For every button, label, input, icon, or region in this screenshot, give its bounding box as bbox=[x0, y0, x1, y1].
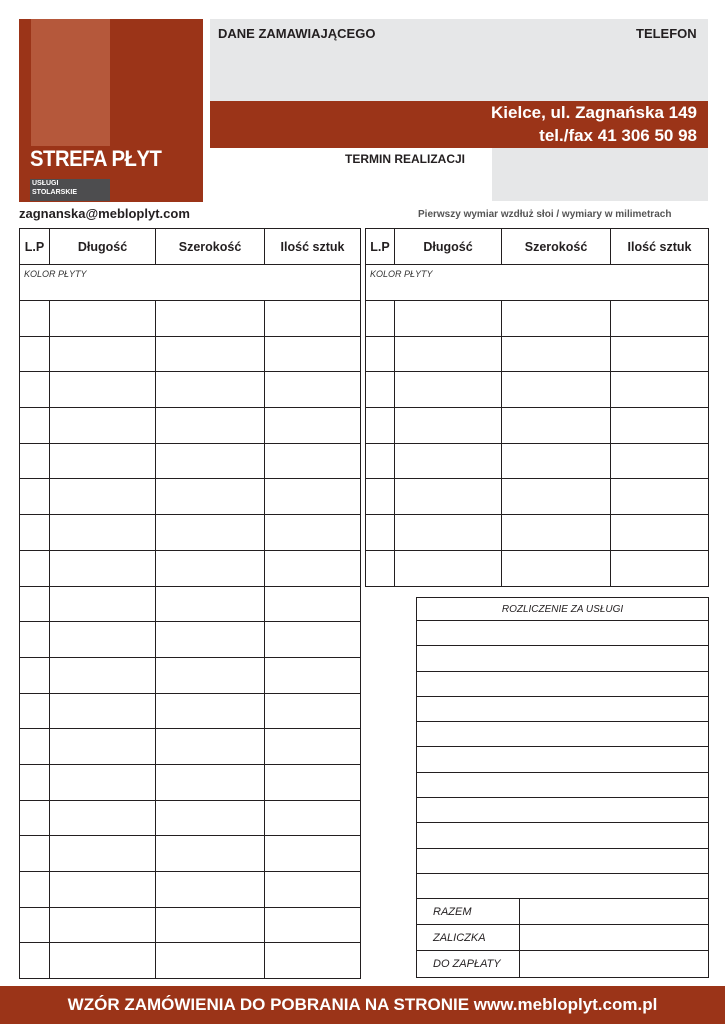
settlement-row bbox=[417, 696, 709, 721]
width-cell[interactable] bbox=[502, 515, 611, 551]
total-label: RAZEM bbox=[417, 899, 520, 925]
table-row bbox=[20, 907, 361, 943]
settlement-entry-field[interactable] bbox=[417, 823, 709, 848]
width-cell[interactable] bbox=[156, 836, 265, 872]
dimensions-note: Pierwszy wymiar wzdłuż słoi / wymiary w milimetrach bbox=[418, 209, 672, 220]
table-row bbox=[20, 372, 361, 408]
settlement-row bbox=[417, 823, 709, 848]
quantity-cell[interactable] bbox=[265, 836, 361, 872]
settlement-row bbox=[417, 747, 709, 772]
order-rows-left bbox=[20, 301, 361, 979]
length-cell[interactable] bbox=[395, 408, 502, 444]
lp-cell[interactable] bbox=[366, 479, 395, 515]
lp-cell[interactable] bbox=[20, 586, 50, 622]
width-cell[interactable] bbox=[156, 907, 265, 943]
settlement-deposit-row bbox=[417, 925, 709, 951]
width-cell[interactable] bbox=[502, 301, 611, 337]
table-row bbox=[20, 657, 361, 693]
width-cell[interactable] bbox=[156, 729, 265, 765]
settlement-row bbox=[417, 772, 709, 797]
quantity-cell[interactable] bbox=[265, 800, 361, 836]
quantity-cell[interactable] bbox=[265, 943, 361, 979]
table-header-row bbox=[366, 229, 709, 265]
settlement-entry-field[interactable] bbox=[417, 671, 709, 696]
length-cell[interactable] bbox=[50, 550, 156, 586]
settlement-total-row bbox=[417, 899, 709, 925]
length-cell[interactable] bbox=[50, 515, 156, 551]
width-cell[interactable] bbox=[156, 408, 265, 444]
orderer-label: DANE ZAMAWIAJĄCEGO bbox=[218, 26, 376, 41]
lp-cell[interactable] bbox=[20, 657, 50, 693]
table-row bbox=[366, 372, 709, 408]
quantity-cell[interactable] bbox=[265, 657, 361, 693]
settlement-entry-field[interactable] bbox=[417, 848, 709, 873]
settlement-entry-field[interactable] bbox=[417, 798, 709, 823]
width-cell[interactable] bbox=[156, 943, 265, 979]
table-row bbox=[20, 622, 361, 658]
length-cell[interactable] bbox=[50, 586, 156, 622]
length-cell[interactable] bbox=[395, 336, 502, 372]
lp-cell[interactable] bbox=[366, 550, 395, 586]
order-table-left bbox=[19, 228, 361, 979]
settlement-row bbox=[417, 671, 709, 696]
quantity-cell[interactable] bbox=[265, 550, 361, 586]
width-cell[interactable] bbox=[156, 872, 265, 908]
length-cell[interactable] bbox=[50, 764, 156, 800]
table-row bbox=[20, 764, 361, 800]
settlement-entry-field[interactable] bbox=[417, 621, 709, 646]
quantity-cell[interactable] bbox=[265, 764, 361, 800]
quantity-cell[interactable] bbox=[265, 872, 361, 908]
table-row bbox=[20, 408, 361, 444]
length-cell[interactable] bbox=[50, 907, 156, 943]
settlement-entry-field[interactable] bbox=[417, 646, 709, 671]
quantity-cell[interactable] bbox=[611, 515, 709, 551]
length-cell[interactable] bbox=[50, 836, 156, 872]
term-label: TERMIN REALIZACJI bbox=[345, 152, 465, 166]
width-cell[interactable] bbox=[502, 443, 611, 479]
table-row bbox=[366, 515, 709, 551]
table-row bbox=[20, 586, 361, 622]
width-cell[interactable] bbox=[502, 479, 611, 515]
lp-cell[interactable] bbox=[366, 515, 395, 551]
length-cell[interactable] bbox=[50, 443, 156, 479]
quantity-cell[interactable] bbox=[611, 372, 709, 408]
column-header-width: Szerokość bbox=[156, 229, 265, 265]
table-row bbox=[366, 408, 709, 444]
lp-cell[interactable] bbox=[20, 515, 50, 551]
lp-cell[interactable] bbox=[20, 764, 50, 800]
quantity-cell[interactable] bbox=[265, 586, 361, 622]
lp-cell[interactable] bbox=[366, 408, 395, 444]
length-cell[interactable] bbox=[395, 301, 502, 337]
logo-tagline-line1: USŁUGI bbox=[32, 180, 59, 187]
settlement-entry-field[interactable] bbox=[417, 722, 709, 747]
settlement-row bbox=[417, 646, 709, 671]
width-cell[interactable] bbox=[156, 800, 265, 836]
deposit-label: ZALICZKA bbox=[417, 925, 520, 951]
table-row bbox=[366, 550, 709, 586]
table-row bbox=[20, 729, 361, 765]
width-cell[interactable] bbox=[156, 479, 265, 515]
table-row bbox=[20, 515, 361, 551]
address-line: Kielce, ul. Zagnańska 149 bbox=[491, 103, 697, 122]
settlement-title-row bbox=[417, 598, 709, 621]
length-cell[interactable] bbox=[50, 301, 156, 337]
footer-banner: WZÓR ZAMÓWIENIA DO POBRANIA NA STRONIE www.mebloplyt.com.pl bbox=[0, 986, 725, 1024]
total-field[interactable] bbox=[520, 899, 709, 925]
lp-cell[interactable] bbox=[20, 836, 50, 872]
lp-cell[interactable] bbox=[20, 800, 50, 836]
column-header-quantity: Ilość sztuk bbox=[611, 229, 709, 265]
lp-cell[interactable] bbox=[366, 443, 395, 479]
lp-cell[interactable] bbox=[366, 372, 395, 408]
quantity-cell[interactable] bbox=[611, 301, 709, 337]
order-table-right bbox=[365, 228, 709, 587]
quantity-cell[interactable] bbox=[265, 729, 361, 765]
table-row bbox=[20, 550, 361, 586]
board-color-row bbox=[366, 265, 709, 301]
table-row bbox=[20, 301, 361, 337]
lp-cell[interactable] bbox=[20, 622, 50, 658]
table-row bbox=[20, 943, 361, 979]
width-cell[interactable] bbox=[156, 657, 265, 693]
length-cell[interactable] bbox=[50, 657, 156, 693]
order-rows-right bbox=[366, 301, 709, 587]
phone-label: TELEFON bbox=[636, 26, 697, 41]
width-cell[interactable] bbox=[156, 336, 265, 372]
column-header-lp: L.P bbox=[366, 229, 395, 265]
email-address: zagnanska@mebloplyt.com bbox=[19, 206, 190, 221]
length-cell[interactable] bbox=[50, 800, 156, 836]
lp-cell[interactable] bbox=[20, 693, 50, 729]
width-cell[interactable] bbox=[502, 336, 611, 372]
width-cell[interactable] bbox=[502, 408, 611, 444]
quantity-cell[interactable] bbox=[265, 372, 361, 408]
table-header-row bbox=[20, 229, 361, 265]
length-cell[interactable] bbox=[50, 479, 156, 515]
quantity-cell[interactable] bbox=[265, 336, 361, 372]
width-cell[interactable] bbox=[156, 515, 265, 551]
length-cell[interactable] bbox=[50, 408, 156, 444]
settlement-row bbox=[417, 722, 709, 747]
settlement-row bbox=[417, 798, 709, 823]
column-header-lp: L.P bbox=[20, 229, 50, 265]
width-cell[interactable] bbox=[502, 550, 611, 586]
settlement-entry-field[interactable] bbox=[417, 772, 709, 797]
settlement-row bbox=[417, 848, 709, 873]
table-row bbox=[20, 872, 361, 908]
quantity-cell[interactable] bbox=[265, 907, 361, 943]
board-color-row bbox=[20, 265, 361, 301]
quantity-cell[interactable] bbox=[611, 443, 709, 479]
length-cell[interactable] bbox=[50, 943, 156, 979]
settlement-title: ROZLICZENIE ZA USŁUGI bbox=[417, 598, 709, 621]
quantity-cell[interactable] bbox=[265, 622, 361, 658]
width-cell[interactable] bbox=[502, 372, 611, 408]
logo-accent bbox=[31, 19, 110, 146]
width-cell[interactable] bbox=[156, 693, 265, 729]
table-row bbox=[20, 800, 361, 836]
amount-due-field[interactable] bbox=[520, 951, 709, 978]
amount-due-label: DO ZAPŁATY bbox=[417, 951, 520, 978]
table-row bbox=[20, 479, 361, 515]
logo-tagline-line2: STOLARSKIE bbox=[32, 189, 77, 196]
lp-cell[interactable] bbox=[20, 550, 50, 586]
length-cell[interactable] bbox=[50, 729, 156, 765]
phone-fax-line: tel./fax 41 306 50 98 bbox=[539, 126, 697, 145]
column-header-width: Szerokość bbox=[502, 229, 611, 265]
quantity-cell[interactable] bbox=[265, 408, 361, 444]
lp-cell[interactable] bbox=[20, 907, 50, 943]
settlement-entry-field[interactable] bbox=[417, 873, 709, 898]
lp-cell[interactable] bbox=[20, 336, 50, 372]
lp-cell[interactable] bbox=[20, 372, 50, 408]
lp-cell[interactable] bbox=[20, 479, 50, 515]
lp-cell[interactable] bbox=[366, 336, 395, 372]
quantity-cell[interactable] bbox=[611, 550, 709, 586]
settlement-entry-field[interactable] bbox=[417, 747, 709, 772]
column-header-length: Długość bbox=[50, 229, 156, 265]
quantity-cell[interactable] bbox=[611, 336, 709, 372]
settlement-rows bbox=[417, 621, 709, 899]
table-row bbox=[20, 836, 361, 872]
table-row bbox=[20, 693, 361, 729]
quantity-cell[interactable] bbox=[611, 408, 709, 444]
table-row bbox=[366, 336, 709, 372]
settlement-due-row bbox=[417, 951, 709, 978]
width-cell[interactable] bbox=[156, 301, 265, 337]
width-cell[interactable] bbox=[156, 764, 265, 800]
length-cell[interactable] bbox=[395, 443, 502, 479]
logo-title: STREFA PŁYT bbox=[30, 146, 162, 171]
width-cell[interactable] bbox=[156, 550, 265, 586]
table-row bbox=[20, 336, 361, 372]
table-row bbox=[366, 479, 709, 515]
quantity-cell[interactable] bbox=[265, 693, 361, 729]
length-cell[interactable] bbox=[395, 515, 502, 551]
length-cell[interactable] bbox=[395, 479, 502, 515]
length-cell[interactable] bbox=[50, 372, 156, 408]
board-color-field[interactable]: KOLOR PŁYTY bbox=[366, 265, 709, 301]
length-cell[interactable] bbox=[50, 872, 156, 908]
quantity-cell[interactable] bbox=[611, 479, 709, 515]
table-row bbox=[366, 301, 709, 337]
length-cell[interactable] bbox=[50, 336, 156, 372]
deposit-field[interactable] bbox=[520, 925, 709, 951]
width-cell[interactable] bbox=[156, 622, 265, 658]
width-cell[interactable] bbox=[156, 586, 265, 622]
length-cell[interactable] bbox=[50, 622, 156, 658]
length-cell[interactable] bbox=[395, 550, 502, 586]
lp-cell[interactable] bbox=[366, 301, 395, 337]
quantity-cell[interactable] bbox=[265, 479, 361, 515]
length-cell[interactable] bbox=[395, 372, 502, 408]
settlement-entry-field[interactable] bbox=[417, 696, 709, 721]
column-header-quantity: Ilość sztuk bbox=[265, 229, 361, 265]
logo-tagline bbox=[30, 179, 110, 201]
table-row bbox=[20, 443, 361, 479]
term-field[interactable] bbox=[492, 148, 708, 201]
settlement-row bbox=[417, 621, 709, 646]
quantity-cell[interactable] bbox=[265, 515, 361, 551]
lp-cell[interactable] bbox=[20, 943, 50, 979]
table-row bbox=[366, 443, 709, 479]
lp-cell[interactable] bbox=[20, 408, 50, 444]
settlement-row bbox=[417, 873, 709, 898]
width-cell[interactable] bbox=[156, 372, 265, 408]
quantity-cell[interactable] bbox=[265, 443, 361, 479]
width-cell[interactable] bbox=[156, 443, 265, 479]
lp-cell[interactable] bbox=[20, 443, 50, 479]
settlement-table bbox=[416, 597, 709, 978]
length-cell[interactable] bbox=[50, 693, 156, 729]
lp-cell[interactable] bbox=[20, 872, 50, 908]
board-color-field[interactable]: KOLOR PŁYTY bbox=[20, 265, 361, 301]
lp-cell[interactable] bbox=[20, 301, 50, 337]
column-header-length: Długość bbox=[395, 229, 502, 265]
lp-cell[interactable] bbox=[20, 729, 50, 765]
quantity-cell[interactable] bbox=[265, 301, 361, 337]
